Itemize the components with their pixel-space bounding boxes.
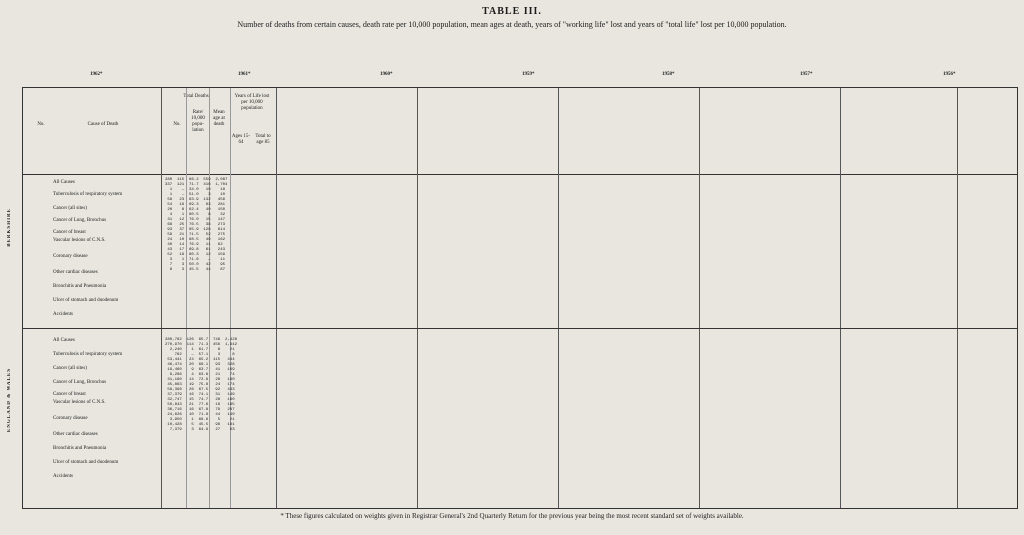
divider	[186, 88, 187, 508]
cause-coronary: Coronary disease	[53, 254, 88, 259]
cause-breast: Cancer of breast	[53, 230, 86, 235]
header-rate: Rate/ 10,000 popu- lation	[191, 110, 205, 133]
region-england-wales: ENGLAND & WALES	[7, 368, 12, 433]
mortality-table	[7, 87, 1018, 509]
berkshire-data-block: 280 115 66.2 559 2,087 337 121 71.7 416 1,704 1 — 34.0 10 18 1 — 51.0 3 10 59 23 63.9 132 456 54 19 69.3 63 281 20 8 62.4 40 150 4 1 60.5 8 32 31 12 76.0 15 147 68 25 76.5 38 273 93 37 65.9 128 614 59 21 71.5 52 275 24 10 68.5 49 162 40 14 76.9 11 62 43 17 69.8 61 243 52 19 80.3 12 159 3 1 71.6 — 11 7 3 50.0 42 95 8 3 45.5 44 87	[165, 178, 228, 272]
table-header	[23, 88, 1017, 175]
header-ages-15-64: Ages 15-64	[231, 134, 251, 145]
table-title: TABLE III.	[482, 6, 542, 17]
cause-bronchitis: Bronchitis and Pneumonia	[53, 284, 107, 289]
year-1957: 1957*	[800, 72, 813, 77]
cause-all: All Causes	[53, 338, 75, 343]
cause-lung: Cancer of Lung, Bronchus	[53, 380, 107, 385]
header-total-to-85: Total to age 85	[255, 134, 271, 145]
cause-tb: Tuberculosis of respiratory system	[53, 352, 123, 357]
cause-ulcer: Ulcer of stomach and duodenum	[53, 460, 119, 465]
divider	[161, 88, 162, 508]
header-years-life-lost: Years of Life lost per 10,000 population	[234, 94, 270, 111]
region-divider	[23, 328, 1017, 329]
header-cause: Cause of Death	[87, 122, 119, 127]
cause-vascular: Vascular lesions of C.N.S.	[53, 400, 106, 405]
divider	[230, 88, 231, 508]
year-1962: 1962*	[90, 72, 103, 77]
cause-accidents: Accidents	[53, 312, 73, 317]
year-1958: 1958*	[662, 72, 675, 77]
year-1960: 1960*	[380, 72, 393, 77]
region-berkshire: BERKSHIRE	[7, 208, 12, 247]
cause-coronary: Coronary disease	[53, 416, 88, 421]
year-1959: 1959*	[522, 72, 535, 77]
cause-cancer: Cancer (all sites)	[53, 366, 87, 371]
cause-vascular: Vascular lesions of C.N.S.	[53, 238, 106, 243]
divider	[276, 88, 277, 508]
year-1961: 1961*	[238, 72, 251, 77]
divider	[699, 88, 700, 508]
table-subtitle: Number of deaths from certain causes, death rate per 10,000 population, mean ages at death, years of "working life" lost and years of "total life" lost per 10,000 population.	[237, 20, 787, 29]
year-1956: 1956*	[943, 72, 956, 77]
divider	[840, 88, 841, 508]
cause-bronchitis: Bronchitis and Pneumonia	[53, 446, 107, 451]
header-no-col: No.	[173, 122, 181, 127]
cause-cancer: Cancer (all sites)	[53, 206, 87, 211]
footnote: * These figures calculated on weights given in Registrar General's 2nd Quarterly Return for the previous year being the most recent standard set of weights available.	[280, 512, 744, 520]
england-data-block: 280,782 126 65.7 749 2,428 270,970 114 71.3 456 1,942 2,240 1 61.7 6 21 762 — 57.1 3 8 53,441 24 65.2 115 444 46,474 20 66.1 93 326 19,460 9 63.7 41 169 9,286 4 63.8 21 74 31,160 14 72.9 28 180 45,863 19 75.8 24 174 58,396 26 67.5 92 433 37,379 16 74.1 31 149 32,747 15 74.7 28 180 50,843 21 77.6 16 185 36,716 16 67.8 79 287 24,626 10 71.8 44 140 3,950 1 68.6 5 21 10,428 5 45.5 98 181 7,379 3 64.9 27 63	[165, 338, 238, 432]
header-total-deaths: Total Deaths	[183, 94, 209, 99]
cause-breast: Cancer of breast	[53, 392, 86, 397]
cause-lung: Cancer of Lung, Bronchus	[53, 218, 107, 223]
divider	[209, 88, 210, 508]
cause-cardiac: Other cardiac diseases	[53, 270, 98, 275]
cause-accidents: Accidents	[53, 474, 73, 479]
cause-cardiac: Other cardiac diseases	[53, 432, 98, 437]
header-no: No.	[37, 122, 45, 127]
divider	[417, 88, 418, 508]
cause-all: All Causes	[53, 180, 75, 185]
divider	[957, 88, 958, 508]
header-mean-age: Mean age at death	[213, 110, 225, 127]
cause-tb: Tuberculosis of respiratory system	[53, 192, 123, 197]
cause-ulcer: Ulcer of stomach and duodenum	[53, 298, 119, 303]
divider	[558, 88, 559, 508]
